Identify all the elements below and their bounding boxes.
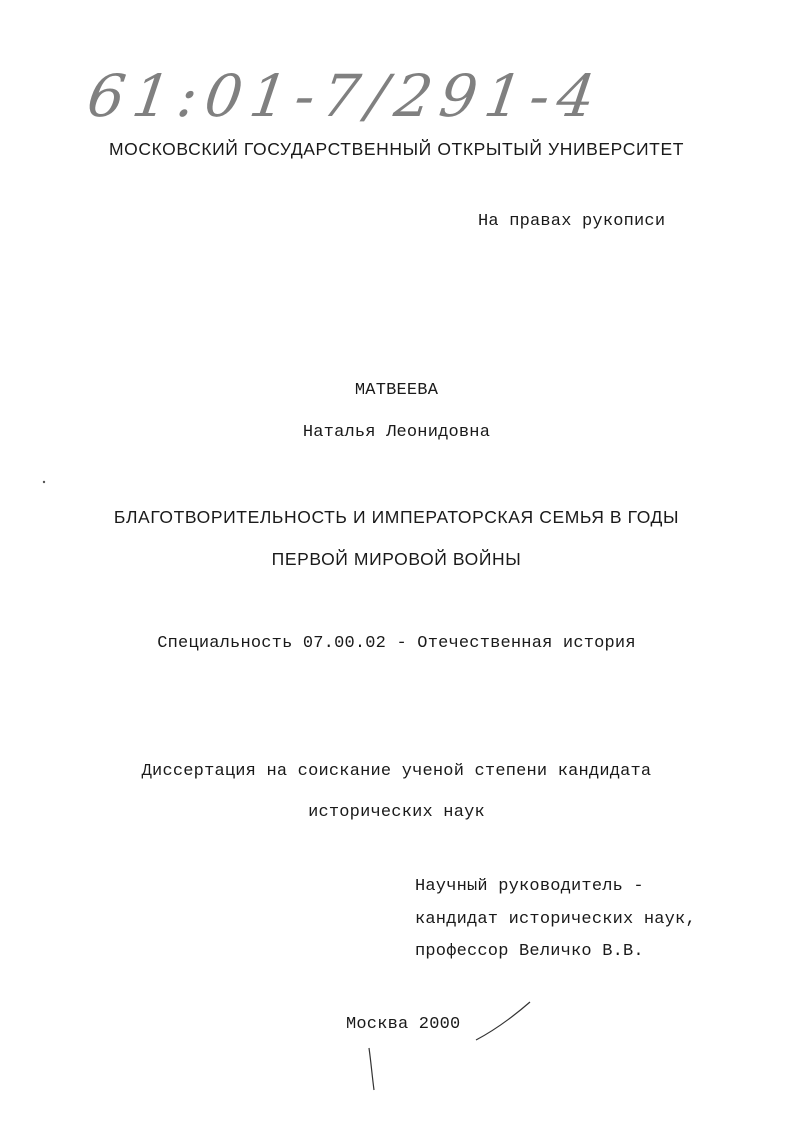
thesis-title-line-2: ПЕРВОЙ МИРОВОЙ ВОЙНЫ xyxy=(271,549,522,569)
supervisor-line-1: Научный руководитель - xyxy=(415,877,644,896)
author-surname: МАТВЕЕВА xyxy=(354,381,439,400)
university-name: МОСКОВСКИЙ ГОСУДАРСТВЕННЫЙ ОТКРЫТЫЙ УНИВЕРСИТЕТ xyxy=(108,139,685,159)
scan-speck xyxy=(43,481,45,483)
city-year: Москва 2000 xyxy=(346,1015,461,1034)
pen-stroke-vertical xyxy=(369,1048,374,1090)
degree-line-1: Диссертация на соискание ученой степени кандидата xyxy=(141,762,652,781)
author-given-names: Наталья Леонидовна xyxy=(302,423,491,442)
supervisor-line-3: профессор Величко В.В. xyxy=(415,942,644,961)
degree-line-2: исторических наук xyxy=(308,803,485,822)
rights-note: На правах рукописи xyxy=(478,212,666,231)
thesis-title-line-1: БЛАГОТВОРИТЕЛЬНОСТЬ И ИМПЕРАТОРСКАЯ СЕМЬЯ В ГОДЫ xyxy=(113,507,680,527)
supervisor-line-2: кандидат исторических наук, xyxy=(415,910,696,929)
handwritten-archive-number: 61:01-7/291-4 xyxy=(83,62,608,130)
specialty: Специальность 07.00.02 - Отечественная история xyxy=(157,634,636,653)
pen-stroke-signature xyxy=(476,1002,530,1040)
